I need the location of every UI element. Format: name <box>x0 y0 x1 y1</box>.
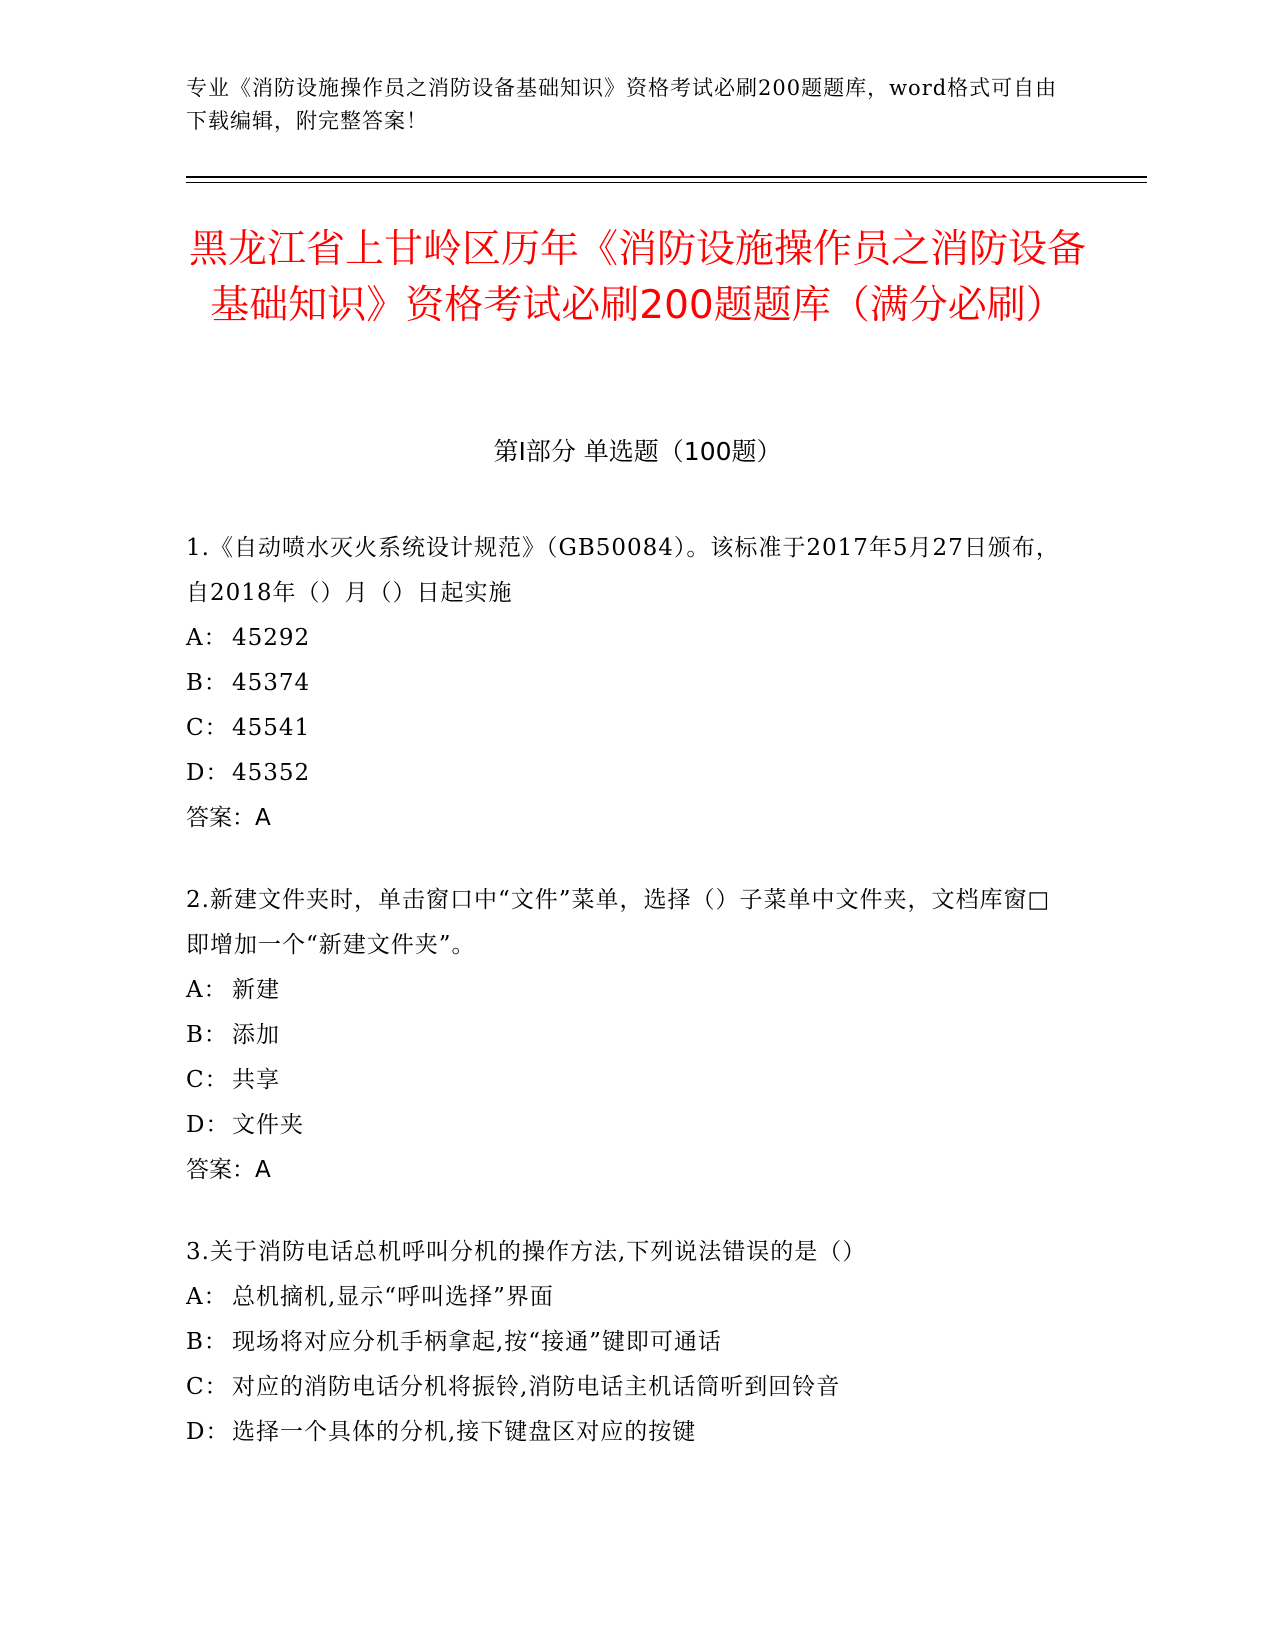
option-text: 现场将对应分机手柄拿起,按“接通”键即可通话 <box>232 1329 722 1355</box>
option-letter: B： <box>186 670 228 696</box>
option-letter: C： <box>186 1374 229 1400</box>
option-letter: B： <box>186 1022 228 1048</box>
option-text: 选择一个具体的分机,接下键盘区对应的按键 <box>232 1419 697 1445</box>
option-letter: D： <box>186 1112 230 1138</box>
section-heading: 第Ⅰ部分 单选题（100题） <box>493 437 782 466</box>
option-text: 共享 <box>232 1067 280 1093</box>
answer: 答案：A <box>186 1157 271 1183</box>
option-d <box>186 1410 1066 1455</box>
question-list <box>186 526 1066 1492</box>
question-stem: 3.关于消防电话总机呼叫分机的操作方法,下列说法错误的是（） <box>186 1239 867 1265</box>
option-c <box>186 1365 1066 1410</box>
option-b <box>186 1013 1066 1058</box>
option-d <box>186 751 1066 796</box>
option-text: 总机摘机,显示“呼叫选择”界面 <box>232 1284 554 1310</box>
option-letter: B： <box>186 1329 228 1355</box>
header-rule-thin <box>186 182 1147 183</box>
option-text: 45292 <box>232 625 311 651</box>
question-stem: 2.新建文件夹时，单击窗口中“文件”菜单，选择（）子菜单中文件夹，文档库窗□即增加一个“新建文件夹”。 <box>186 887 1051 958</box>
option-text: 45541 <box>232 715 311 741</box>
option-b <box>186 1320 1066 1365</box>
option-c <box>186 1058 1066 1103</box>
option-text: 45374 <box>232 670 311 696</box>
option-letter: A： <box>186 1284 228 1310</box>
option-a <box>186 616 1066 661</box>
option-text: 45352 <box>232 760 311 786</box>
option-a <box>186 1275 1066 1320</box>
option-letter: A： <box>186 977 228 1003</box>
question-1 <box>186 526 1066 841</box>
answer: 答案：A <box>186 805 271 831</box>
question-2 <box>186 878 1066 1193</box>
option-a <box>186 968 1066 1013</box>
question-stem: 1.《自动喷水灭火系统设计规范》（GB50084）。该标准于2017年5月27日颁布，自2018年（）月（）日起实施 <box>186 535 1060 606</box>
option-c <box>186 706 1066 751</box>
option-text: 对应的消防电话分机将振铃,消防电话主机话筒听到回铃音 <box>232 1374 841 1400</box>
option-letter: C： <box>186 715 229 741</box>
option-text: 添加 <box>232 1022 280 1048</box>
header-rule-thick <box>186 176 1147 178</box>
option-b <box>186 661 1066 706</box>
option-letter: D： <box>186 760 230 786</box>
option-text: 新建 <box>232 977 280 1003</box>
option-d <box>186 1103 1066 1148</box>
document-title: 黑龙江省上甘岭区历年《消防设施操作员之消防设备基础知识》资格考试必刷200题题库（满分必刷） <box>188 227 1086 328</box>
option-letter: D： <box>186 1419 230 1445</box>
option-letter: C： <box>186 1067 229 1093</box>
question-3 <box>186 1230 1066 1455</box>
option-text: 文件夹 <box>232 1112 304 1138</box>
header-note: 专业《消防设施操作员之消防设备基础知识》资格考试必刷200题题库，word格式可自由下载编辑，附完整答案！ <box>186 76 1058 133</box>
option-letter: A： <box>186 625 228 651</box>
